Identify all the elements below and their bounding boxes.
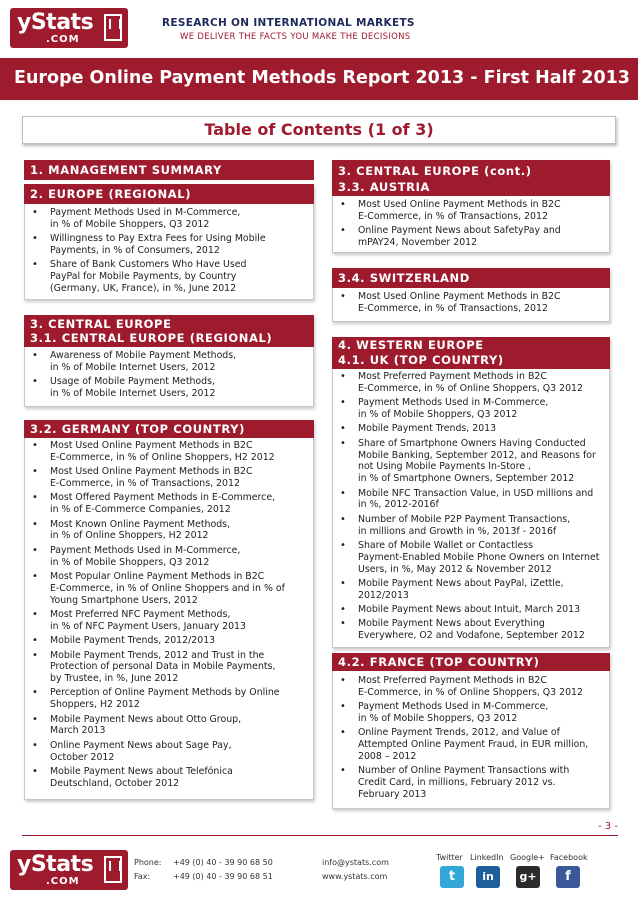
section-2-title: 2. EUROPE (REGIONAL) [30, 187, 192, 201]
report-title-bar [0, 58, 638, 100]
section-33-header[interactable] [332, 160, 610, 196]
facebook-label[interactable]: Facebook [550, 853, 588, 862]
section-42-title: 4.2. FRANCE (TOP COUNTRY) [338, 655, 540, 669]
list-item[interactable]: • Most Used Online Payment Methods in B2C E-Commerce, in % of Transactions, 2012 [332, 199, 610, 223]
list-item[interactable]: • Mobile NFC Transaction Value, in USD millions and in %, 2012-2016f [332, 488, 610, 512]
section-32-title: 3.2. GERMANY (TOP COUNTRY) [30, 422, 245, 436]
linkedin-icon[interactable]: in [476, 866, 500, 888]
list-item[interactable]: • Most Used Online Payment Methods in B2C E-Commerce, in % of Transactions, 2012 [24, 466, 314, 490]
list-item[interactable]: • Mobile Payment Trends, 2013 [332, 423, 610, 435]
ystats-logo[interactable] [10, 8, 128, 48]
logo-subtext: .COM [46, 876, 80, 887]
tagline: RESEARCH ON INTERNATIONAL MARKETS [162, 17, 415, 29]
list-item[interactable]: • Share of Smartphone Owners Having Conducted Mobile Banking, September 2012, and Reasons for not Using Mobile Payments In-Store , in % of Smartphone Owners, September 2012 [332, 438, 610, 485]
logo-subtext: .COM [46, 34, 80, 45]
list-item[interactable]: • Awareness of Mobile Payment Methods, in % of Mobile Internet Users, 2012 [24, 350, 314, 374]
section-1-title: 1. MANAGEMENT SUMMARY [30, 163, 222, 177]
phone-label: Phone: [134, 858, 162, 867]
section-1-header[interactable] [24, 160, 314, 180]
logo-text: yStats [17, 10, 94, 35]
list-item[interactable]: • Most Preferred NFC Payment Methods, in % of NFC Payment Users, January 2013 [24, 609, 314, 633]
fax-label: Fax: [134, 872, 151, 881]
list-item[interactable]: • Willingness to Pay Extra Fees for Using Mobile Payments, in % of Consumers, 2012 [24, 233, 314, 257]
list-item[interactable]: • Payment Methods Used in M-Commerce, in % of Mobile Shoppers, Q3 2012 [332, 397, 610, 421]
list-item[interactable]: • Mobile Payment News about Intuit, March 2013 [332, 604, 610, 616]
list-item[interactable]: • Online Payment News about SafetyPay and mPAY24, November 2012 [332, 225, 610, 249]
toc-title: Table of Contents (1 of 3) [204, 120, 434, 139]
logo-mark-icon [104, 856, 122, 883]
googleplus-icon[interactable]: g+ [516, 866, 540, 888]
logo-mark-icon [104, 14, 122, 41]
list-item[interactable]: • Most Popular Online Payment Methods in B2C E-Commerce, in % of Online Shoppers and in % of Young Smartphone Users, 2012 [24, 571, 314, 606]
website-link[interactable]: www.ystats.com [322, 872, 388, 881]
list-item[interactable]: • Share of Mobile Wallet or Contactless Payment-Enabled Mobile Phone Owners on Internet Users, in %, May 2012 & November 2012 [332, 540, 610, 575]
googleplus-label[interactable]: Google+ [510, 853, 545, 862]
list-item[interactable]: • Most Known Online Payment Methods, in % of Online Shoppers, H2 2012 [24, 519, 314, 543]
list-item[interactable]: • Mobile Payment News about Telefónica Deutschland, October 2012 [24, 766, 314, 790]
list-item[interactable]: • Online Payment News about Sage Pay, October 2012 [24, 740, 314, 764]
section-41-header[interactable] [332, 337, 610, 369]
list-item[interactable]: • Share of Bank Customers Who Have Used PayPal for Mobile Payments, by Country (Germany, UK, France), in %, June 2012 [24, 259, 314, 294]
list-item[interactable]: • Payment Methods Used in M-Commerce, in % of Mobile Shoppers, Q3 2012 [24, 207, 314, 231]
section-42-list [332, 675, 610, 803]
section-42-header[interactable] [332, 653, 610, 671]
list-item[interactable]: • Most Preferred Payment Methods in B2C E-Commerce, in % of Online Shoppers, Q3 2012 [332, 675, 610, 699]
section-2-list [24, 207, 314, 297]
section-32-list [24, 440, 314, 792]
linkedin-label[interactable]: LinkedIn [470, 853, 504, 862]
section-31-list [24, 350, 314, 402]
page-number: - 3 - [598, 821, 618, 832]
section-34-list [332, 291, 610, 317]
list-item[interactable]: • Payment Methods Used in M-Commerce, in % of Mobile Shoppers, Q3 2012 [24, 545, 314, 569]
list-item[interactable]: • Most Used Online Payment Methods in B2C E-Commerce, in % of Online Shoppers, H2 2012 [24, 440, 314, 464]
list-item[interactable]: • Most Preferred Payment Methods in B2C E-Commerce, in % of Online Shoppers, Q3 2012 [332, 371, 610, 395]
list-item[interactable]: • Perception of Online Payment Methods by Online Shoppers, H2 2012 [24, 687, 314, 711]
facebook-icon[interactable]: f [556, 866, 580, 888]
logo-text: yStats [17, 852, 94, 877]
section-4-title: 4. WESTERN EUROPE [338, 338, 484, 352]
section-34-header[interactable] [332, 268, 610, 288]
twitter-icon[interactable]: t [440, 866, 464, 888]
section-3-title: 3. CENTRAL EUROPE [30, 317, 172, 331]
list-item[interactable]: • Mobile Payment News about Everything Everywhere, O2 and Vodafone, September 2012 [332, 618, 610, 642]
subtagline: WE DELIVER THE FACTS YOU MAKE THE DECISIONS [180, 32, 411, 42]
footer-divider [22, 835, 618, 836]
list-item[interactable]: • Mobile Payment News about Otto Group, March 2013 [24, 714, 314, 738]
list-item[interactable]: • Online Payment Trends, 2012, and Value of Attempted Online Payment Fraud, in EUR million, 2008 – 2012 [332, 727, 610, 762]
report-title: Europe Online Payment Methods Report 2013 - First Half 2013 [14, 68, 630, 88]
toc-title-box [22, 116, 616, 144]
list-item[interactable]: • Payment Methods Used in M-Commerce, in % of Mobile Shoppers, Q3 2012 [332, 701, 610, 725]
section-33-list [332, 199, 610, 251]
fax-number: +49 (0) 40 - 39 90 68 51 [173, 872, 273, 881]
section-2-header[interactable] [24, 184, 314, 204]
email-link[interactable]: info@ystats.com [322, 858, 389, 867]
section-41-title: 4.1. UK (TOP COUNTRY) [338, 353, 504, 367]
section-34-title: 3.4. SWITZERLAND [338, 271, 470, 285]
list-item[interactable]: • Usage of Mobile Payment Methods, in % of Mobile Internet Users, 2012 [24, 376, 314, 400]
list-item[interactable]: • Number of Mobile P2P Payment Transactions, in millions and Growth in %, 2013f - 2016f [332, 514, 610, 538]
section-31-title: 3.1. CENTRAL EUROPE (REGIONAL) [30, 331, 273, 345]
section-3-cont-title: 3. CENTRAL EUROPE (cont.) [338, 164, 532, 178]
list-item[interactable]: • Number of Online Payment Transactions with Credit Card, in millions, February 2012 vs. February 2013 [332, 765, 610, 800]
list-item[interactable]: • Mobile Payment News about PayPal, iZettle, 2012/2013 [332, 578, 610, 602]
twitter-label[interactable]: Twitter [436, 853, 463, 862]
list-item[interactable]: • Mobile Payment Trends, 2012 and Trust in the Protection of personal Data in Mobile Payments, by Trustee, in %, June 2012 [24, 650, 314, 685]
page-header [0, 0, 638, 52]
footer-logo[interactable] [10, 850, 128, 890]
list-item[interactable]: • Most Offered Payment Methods in E-Commerce, in % of E-Commerce Companies, 2012 [24, 492, 314, 516]
list-item[interactable]: • Most Used Online Payment Methods in B2C E-Commerce, in % of Transactions, 2012 [332, 291, 610, 315]
section-31-header[interactable] [24, 315, 314, 347]
section-41-list [332, 371, 610, 645]
phone-number[interactable]: +49 (0) 40 - 39 90 68 50 [173, 858, 273, 867]
list-item[interactable]: • Mobile Payment Trends, 2012/2013 [24, 635, 314, 647]
section-32-header[interactable] [24, 420, 314, 438]
section-33-title: 3.3. AUSTRIA [338, 180, 430, 194]
